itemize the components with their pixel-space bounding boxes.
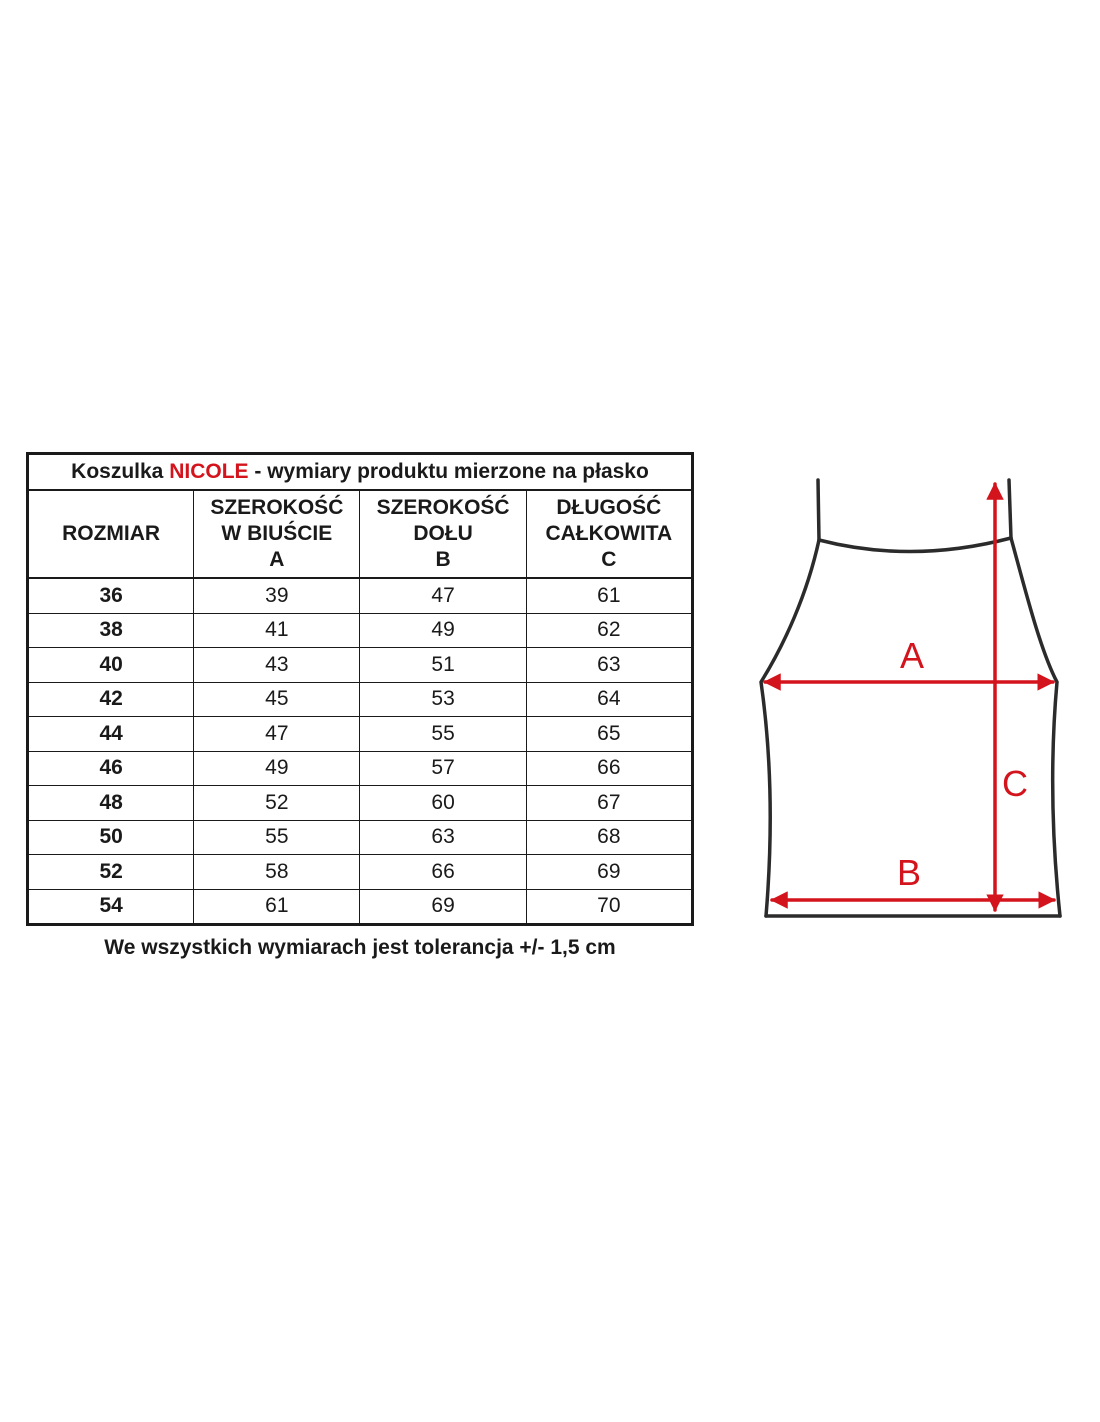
total-length-cell: 67 [526,786,692,821]
tank-top-diagram [712,460,1088,950]
header-line: C [601,548,617,571]
column-header-bust-width [194,490,360,578]
total-length-cell: 63 [526,648,692,683]
title-prefix: Koszulka [71,460,170,483]
header-line: W BIUŚCIE [221,522,333,545]
bottom-width-cell: 55 [360,717,526,752]
bottom-width-cell: 63 [360,820,526,855]
bottom-width-cell: 53 [360,682,526,717]
table-title-row [28,454,693,491]
table-row [28,717,693,752]
bust-width-cell: 49 [194,751,360,786]
size-chart-table [26,452,694,926]
bust-width-cell: 58 [194,855,360,890]
table-row [28,855,693,890]
table-row [28,751,693,786]
column-header-bottom-width [360,490,526,578]
header-line: SZEROKOŚĆ [376,496,510,519]
bust-width-cell: 55 [194,820,360,855]
bottom-width-cell: 66 [360,855,526,890]
total-length-cell: 68 [526,820,692,855]
bottom-width-cell: 49 [360,613,526,648]
size-cell: 36 [28,578,194,613]
header-line: CAŁKOWITA [545,522,673,545]
bust-width-cell: 41 [194,613,360,648]
label-a: A [899,635,925,676]
size-cell: 44 [28,717,194,752]
size-cell: 48 [28,786,194,821]
title-suffix: - wymiary produktu mierzone na płasko [248,460,649,483]
table-row [28,786,693,821]
bust-width-cell: 47 [194,717,360,752]
header-line: DŁUGOŚĆ [556,496,662,519]
bottom-width-cell: 57 [360,751,526,786]
bottom-width-cell: 51 [360,648,526,683]
product-name: NICOLE [169,460,249,483]
tolerance-note: We wszystkich wymiarach jest tolerancja +/- 1,5 cm [104,936,616,959]
bottom-width-cell: 60 [360,786,526,821]
bottom-width-cell: 69 [360,889,526,925]
size-cell: 42 [28,682,194,717]
size-cell: 52 [28,855,194,890]
bottom-width-cell: 47 [360,578,526,613]
table-row [28,648,693,683]
bust-width-cell: 52 [194,786,360,821]
right-side [1011,538,1060,916]
table-row [28,613,693,648]
total-length-cell: 61 [526,578,692,613]
size-cell: 54 [28,889,194,925]
column-header-total-length [526,490,692,578]
size-cell: 50 [28,820,194,855]
total-length-cell: 66 [526,751,692,786]
table-row [28,889,693,925]
label-b: B [896,852,922,893]
size-cell: 46 [28,751,194,786]
bust-width-cell: 43 [194,648,360,683]
header-line: B [435,548,451,571]
table-title [28,454,693,491]
bust-width-cell: 45 [194,682,360,717]
size-cell: 40 [28,648,194,683]
table-body [28,578,693,925]
header-line: SZEROKOŚĆ [210,496,344,519]
total-length-cell: 65 [526,717,692,752]
left-side [761,540,819,916]
right-strap [1009,480,1011,538]
neckline [819,538,1011,552]
left-strap [818,480,819,540]
table-row [28,578,693,613]
column-header-size [28,490,194,578]
header-line: A [269,548,285,571]
column-header-row [28,490,693,578]
total-length-cell: 70 [526,889,692,925]
total-length-cell: 64 [526,682,692,717]
total-length-cell: 62 [526,613,692,648]
table-row [28,682,693,717]
label-c: C [1002,763,1028,804]
total-length-cell: 69 [526,855,692,890]
header-line: ROZMIAR [62,522,161,545]
table-row [28,820,693,855]
bust-width-cell: 39 [194,578,360,613]
header-line: DOŁU [413,522,473,545]
size-cell: 38 [28,613,194,648]
bust-width-cell: 61 [194,889,360,925]
